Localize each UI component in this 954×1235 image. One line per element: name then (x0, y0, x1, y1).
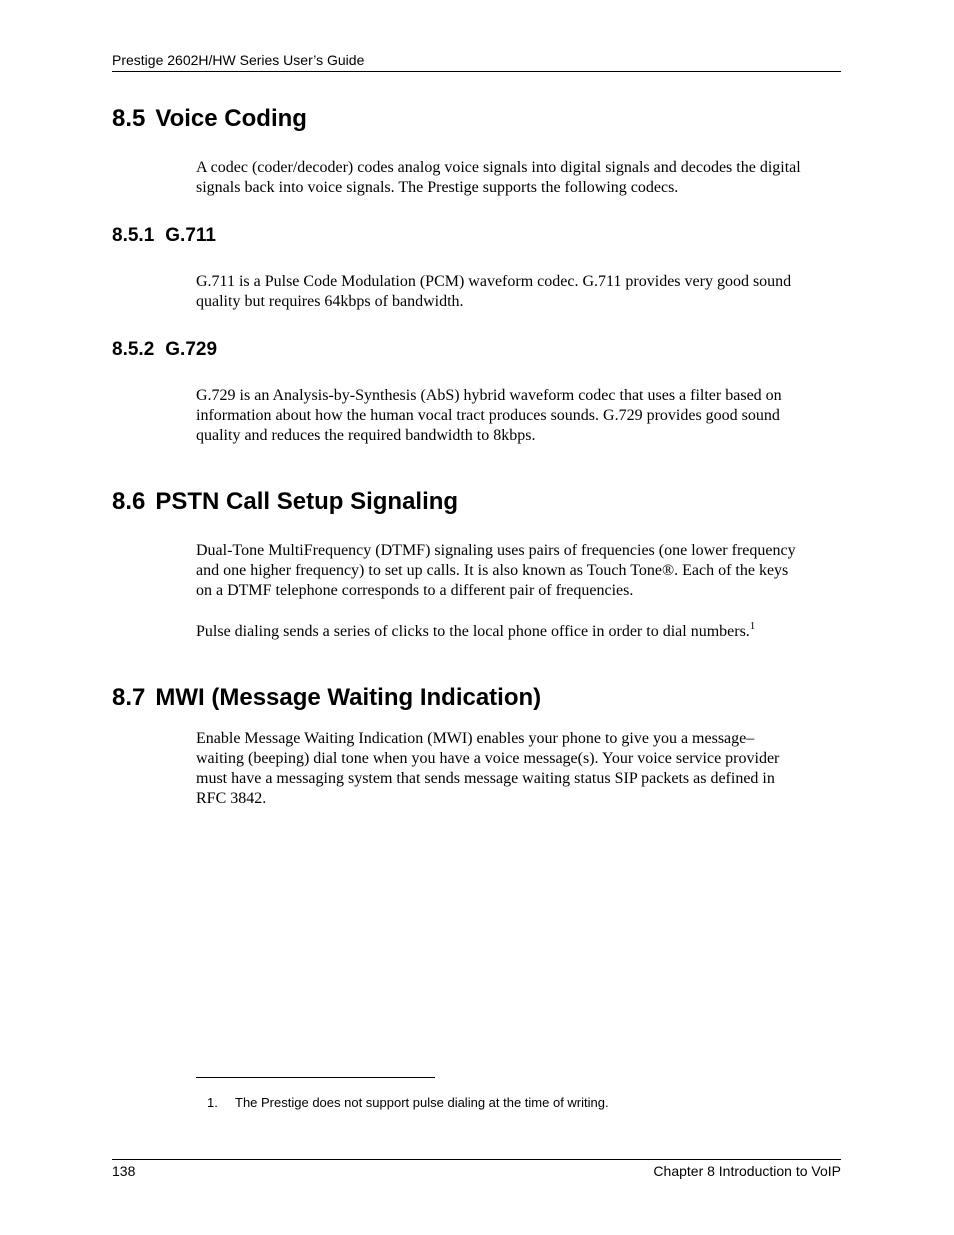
subsection-title: G.729 (165, 339, 218, 360)
section-number: 8.5 (112, 105, 146, 132)
footnote-text: The Prestige does not support pulse dialing at the time of writing. (235, 1095, 609, 1110)
subsection-heading-g711 (112, 224, 216, 248)
paragraph-g729 (196, 386, 846, 446)
section-heading-mwi (112, 683, 541, 713)
paragraph-g711 (196, 272, 846, 312)
text-line: Dual-Tone MultiFrequency (DTMF) signaling uses pairs of frequencies (one lower frequency (196, 542, 796, 559)
text-line: RFC 3842. (196, 790, 267, 807)
footer-divider (112, 1159, 841, 1160)
section-number: 8.6 (112, 488, 146, 515)
text-line: signals back into voice signals. The Prestige supports the following codecs. (196, 179, 679, 196)
section-heading-pstn (112, 487, 458, 517)
section-title: PSTN Call Setup Signaling (155, 488, 459, 515)
paragraph-mwi (196, 729, 846, 809)
header-divider (112, 71, 841, 72)
text-line: G.711 is a Pulse Code Modulation (PCM) waveform codec. G.711 provides very good sound (196, 273, 792, 290)
section-heading-voice-coding (112, 104, 307, 134)
paragraph-dtmf (196, 541, 846, 601)
chapter-title: Chapter 8 Introduction to VoIP (653, 1163, 841, 1179)
subsection-heading-g729 (112, 338, 217, 362)
footnote-reference[interactable]: 1 (749, 620, 756, 632)
text-line: information about how the human vocal tract produces sounds. G.729 provides good sound (196, 407, 780, 424)
footnote-divider (196, 1077, 435, 1078)
text-line: on a DTMF telephone corresponds to a different pair of frequencies. (196, 582, 634, 599)
subsection-title: G.711 (165, 225, 216, 246)
subsection-number: 8.5.1 (112, 225, 155, 246)
text-line: waiting (beeping) dial tone when you have a voice message(s). Your voice service provider (196, 750, 780, 767)
text-line: quality and reduces the required bandwidth to 8kbps. (196, 427, 536, 444)
running-header-title: Prestige 2602H/HW Series User’s Guide (112, 52, 365, 68)
text-line: must have a messaging system that sends message waiting status SIP packets as defined in (196, 770, 775, 787)
text-line (196, 622, 846, 642)
text-line: G.729 is an Analysis-by-Synthesis (AbS) hybrid waveform codec that uses a filter based on (196, 387, 782, 404)
paragraph-pulse-dialing (196, 622, 846, 642)
text-line: A codec (coder/decoder) codes analog voice signals into digital signals and decodes the digital (196, 159, 801, 176)
footnote (207, 1094, 609, 1111)
pulse-dialing-text: Pulse dialing sends a series of clicks to the local phone office in order to dial numbers. (196, 623, 750, 640)
subsection-number: 8.5.2 (112, 339, 155, 360)
text-line: quality but requires 64kbps of bandwidth. (196, 293, 464, 310)
section-title: Voice Coding (155, 105, 307, 132)
text-line: Enable Message Waiting Indication (MWI) enables your phone to give you a message– (196, 730, 755, 747)
section-title: MWI (Message Waiting Indication) (155, 684, 542, 711)
text-line: and one higher frequency) to set up calls. It is also known as Touch Tone®. Each of the keys (196, 562, 789, 579)
page-number: 138 (112, 1163, 136, 1179)
footnote-number: 1. (207, 1095, 218, 1110)
section-number: 8.7 (112, 684, 146, 711)
paragraph-voice-coding (196, 158, 846, 198)
